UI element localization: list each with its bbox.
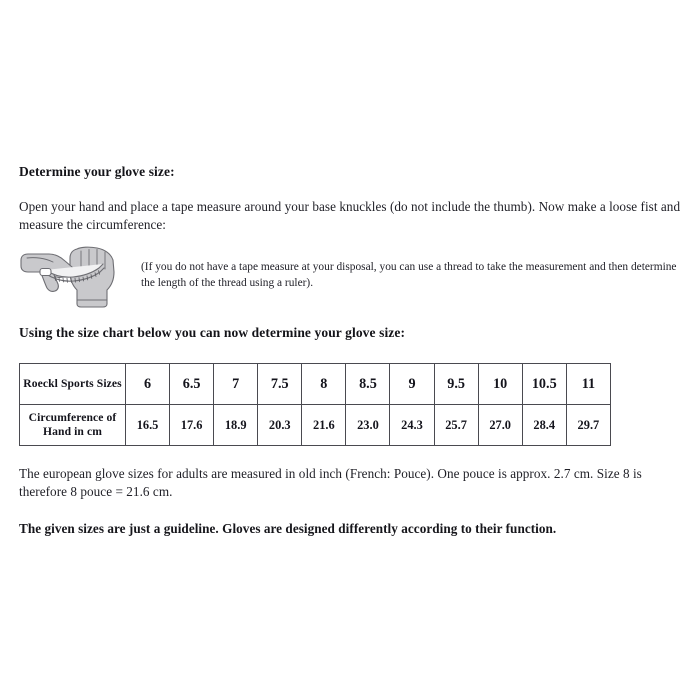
tape-measure-note: (If you do not have a tape measure at your disposal, you can use a thread to take the measurement and then determine the length of the thread using a ruler). <box>141 261 677 289</box>
hand-with-tape-measure-illustration <box>19 246 135 310</box>
illustration-row <box>19 246 684 310</box>
size-cell: 6.5 <box>170 364 214 405</box>
size-cell: 8 <box>302 364 346 405</box>
document-content <box>19 163 684 538</box>
size-cell: 6 <box>126 364 170 405</box>
glove-size-table <box>19 363 611 446</box>
table-row <box>20 364 611 405</box>
size-cell: 8.5 <box>346 364 390 405</box>
circumference-cell: 21.6 <box>302 405 346 446</box>
circumference-cell: 28.4 <box>522 405 566 446</box>
guideline-paragraph: The given sizes are just a guideline. Gloves are designed differently according to their function. <box>19 521 557 536</box>
size-cell: 9 <box>390 364 434 405</box>
size-cell: 11 <box>566 364 610 405</box>
circumference-cell: 23.0 <box>346 405 390 446</box>
page-title: Determine your glove size: <box>19 164 175 179</box>
circumference-cell: 24.3 <box>390 405 434 446</box>
circumference-cell: 17.6 <box>170 405 214 446</box>
size-cell: 7.5 <box>258 364 302 405</box>
size-chart-heading: Using the size chart below you can now determine your glove size: <box>19 325 406 340</box>
circumference-cell: 29.7 <box>566 405 610 446</box>
circumference-cell: 18.9 <box>214 405 258 446</box>
row-header-circumference: Circumference of Hand in cm <box>20 405 126 446</box>
tape-note-column <box>135 246 684 291</box>
size-cell: 9.5 <box>434 364 478 405</box>
circumference-cell: 20.3 <box>258 405 302 446</box>
circumference-cell: 27.0 <box>478 405 522 446</box>
size-cell: 7 <box>214 364 258 405</box>
intro-paragraph: Open your hand and place a tape measure around your base knuckles (do not include the thumb). Now make a loose fist and measure the circumference: <box>19 199 681 232</box>
size-chart-container <box>19 363 684 446</box>
size-cell: 10.5 <box>522 364 566 405</box>
table-row <box>20 405 611 446</box>
row-header-sizes: Roeckl Sports Sizes <box>20 364 126 405</box>
circumference-cell: 25.7 <box>434 405 478 446</box>
pouce-explanation-paragraph: The european glove sizes for adults are measured in old inch (French: Pouce). One pouce is approx. 2.7 cm. Size 8 is therefore 8 pouce = 21.6 cm. <box>19 466 642 499</box>
circumference-cell: 16.5 <box>126 405 170 446</box>
size-cell: 10 <box>478 364 522 405</box>
